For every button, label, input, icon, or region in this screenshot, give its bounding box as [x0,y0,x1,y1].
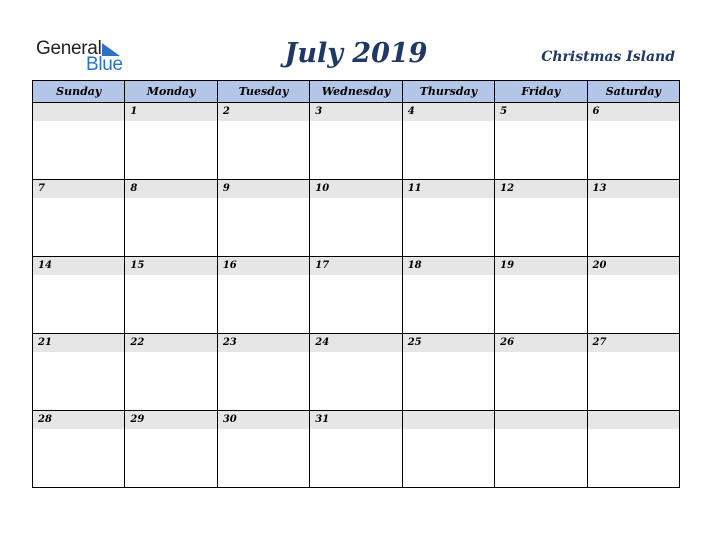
weekday-header: Sunday [33,81,125,103]
day-cell [217,411,309,488]
day-number: 23 [218,334,309,352]
day-cell [33,180,125,257]
week-row [33,180,680,257]
day-cell [587,334,679,411]
calendar-title: July 2019 [284,38,428,69]
logo-general-text: General [36,38,102,59]
day-number [495,411,586,429]
day-number: 19 [495,257,586,275]
day-number: 1 [125,103,216,121]
day-number [588,411,679,429]
day-cell [587,411,679,488]
day-cell [495,334,587,411]
day-cell [310,103,402,180]
day-cell [402,334,494,411]
day-number: 8 [125,180,216,198]
day-cell [587,257,679,334]
day-number [33,103,124,121]
day-number: 4 [403,103,494,121]
day-number: 6 [588,103,679,121]
weekday-header-row [33,81,680,103]
day-number: 3 [310,103,401,121]
day-cell [587,180,679,257]
logo-blue-text: Blue [86,54,123,75]
day-number: 14 [33,257,124,275]
day-number: 28 [33,411,124,429]
day-cell [33,334,125,411]
day-cell [125,103,217,180]
day-cell [217,334,309,411]
day-cell [495,257,587,334]
day-cell [217,103,309,180]
day-number: 29 [125,411,216,429]
day-number: 26 [495,334,586,352]
day-number: 15 [125,257,216,275]
day-number: 2 [218,103,309,121]
day-cell [125,334,217,411]
day-number: 30 [218,411,309,429]
day-cell [402,103,494,180]
day-cell [217,180,309,257]
day-cell [402,180,494,257]
day-cell [495,411,587,488]
day-cell [125,257,217,334]
day-number: 31 [310,411,401,429]
day-cell [125,411,217,488]
day-cell [310,411,402,488]
week-row [33,257,680,334]
day-cell [310,257,402,334]
day-number: 25 [403,334,494,352]
day-cell [495,103,587,180]
day-cell [33,411,125,488]
day-cell [33,103,125,180]
day-cell [310,334,402,411]
week-row [33,334,680,411]
week-row [33,411,680,488]
day-cell [310,180,402,257]
day-cell [402,257,494,334]
day-number: 16 [218,257,309,275]
week-row [33,103,680,180]
weekday-header: Thursday [402,81,494,103]
day-cell [33,257,125,334]
day-cell [125,180,217,257]
day-number: 27 [588,334,679,352]
day-cell [217,257,309,334]
weekday-header: Wednesday [310,81,402,103]
weekday-header: Friday [495,81,587,103]
day-number: 5 [495,103,586,121]
day-number: 9 [218,180,309,198]
day-number: 11 [403,180,494,198]
day-number: 10 [310,180,401,198]
day-number: 22 [125,334,216,352]
day-number: 18 [403,257,494,275]
day-number: 24 [310,334,401,352]
day-number: 7 [33,180,124,198]
day-number [403,411,494,429]
region-label: Christmas Island [541,49,675,65]
day-number: 21 [33,334,124,352]
weekday-header: Saturday [587,81,679,103]
day-cell [587,103,679,180]
calendar-grid [32,80,680,488]
day-cell [402,411,494,488]
day-number: 12 [495,180,586,198]
weekday-header: Tuesday [217,81,309,103]
day-number: 17 [310,257,401,275]
day-number: 13 [588,180,679,198]
day-cell [495,180,587,257]
day-number: 20 [588,257,679,275]
weekday-header: Monday [125,81,217,103]
